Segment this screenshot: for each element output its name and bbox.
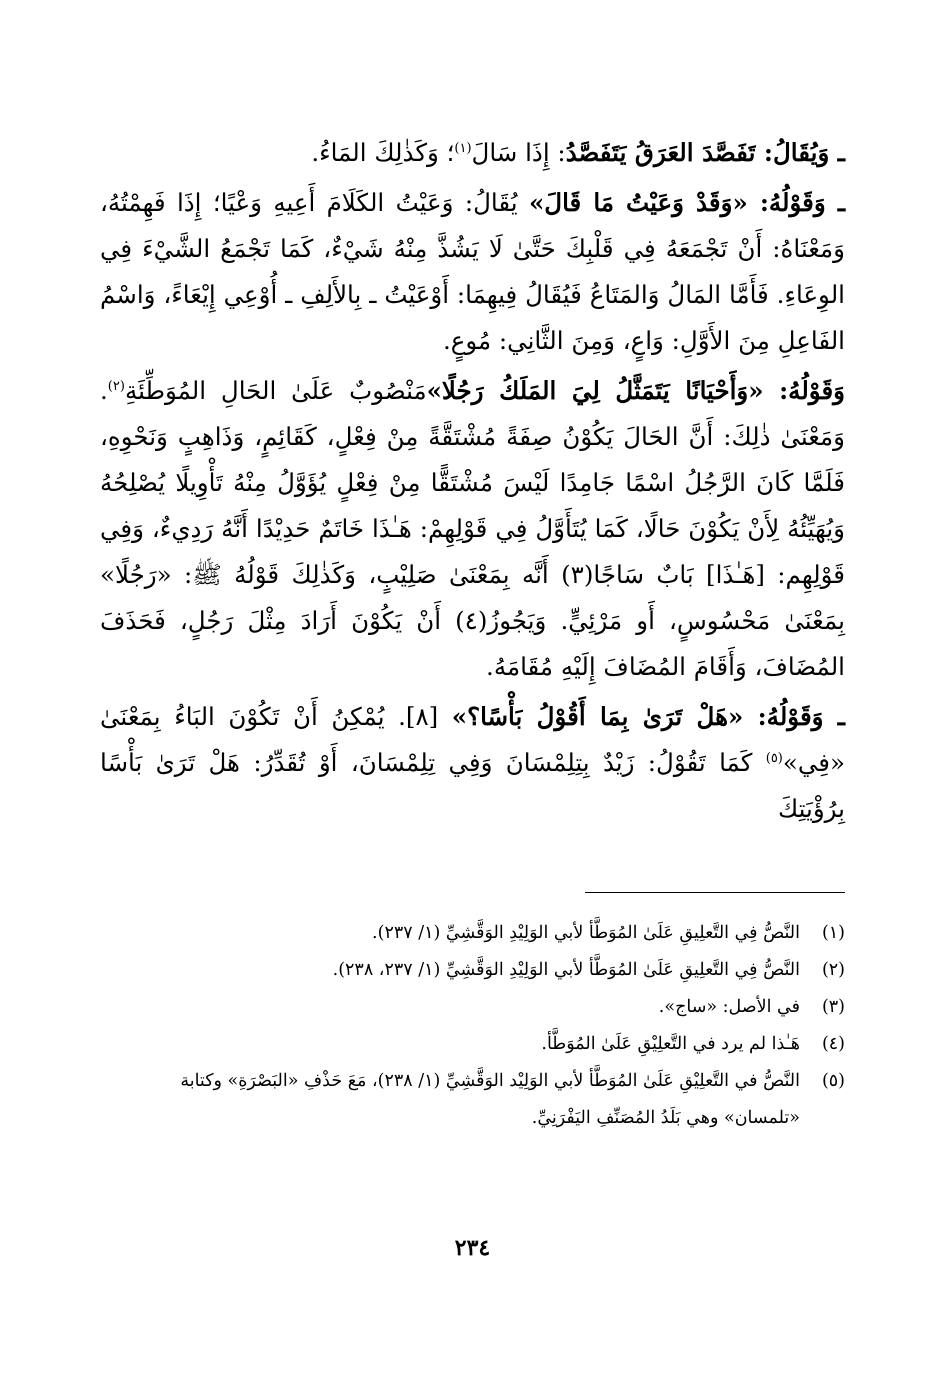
footnote-number: (٥) [821,1071,845,1091]
paragraph-1-tail: ؛ وَكَذٰلِكَ المَاءُ. [311,138,455,167]
footnote-item [100,989,845,1026]
book-page [100,130,845,1290]
page-number: ٢٣٤ [454,1235,491,1261]
paragraph-4-tail: كَمَا تَقُوْلُ: زَيْدٌ بِتِلِمْسَانَ وَفِي تِلِمْسَانَ، أَوْ تُقَدِّرُ: هَلْ تَرَىٰ بَأْسًا بِرُؤْيَتِكَ [100,748,845,823]
paragraph-1-lead: ـ وَيُقَالُ: تَفَصَّدَ العَرَقُ يَتَفَصَّدُ [565,138,845,167]
paragraph-4-lead: ـ وَقَوْلُهُ: «هَلْ تَرَىٰ بِمَا أَقُوْلُ بَأْسًا؟» [451,702,845,731]
main-text [100,130,845,832]
footnote-item [100,1063,845,1137]
paragraph-2 [100,180,845,364]
paragraph-1 [100,130,845,176]
footnote-text: في الأصل: «ساج». [658,997,800,1017]
paragraph-4-text: [٨]. يُمْكِنُ أَنْ تَكُوْنَ البَاءُ بِمَعْنَىٰ «فِي» [100,702,845,777]
paragraph-3-lead: وَقَوْلُهُ: «وَأَحْيَانًا يَتَمَثَّلُ لِيَ المَلَكُ رَجُلًا» [426,376,845,405]
footnotes [100,915,845,1137]
paragraph-1-text: : إِذَا سَالَ [471,138,566,167]
paragraph-3-tail: . وَمَعْنَىٰ ذٰلِكَ: أَنَّ الحَالَ يَكُوْنُ صِفَةً مُشْتَقَّةً مِنْ فِعْلٍ، كَقَائِمٍ، وَذَاهِبٍ وَنَحْوِهِ، فَلَمَّا كَانَ الرَّجُلُ اسْمًا جَامِدًا لَيْسَ مُشْتَقًّا مِنْ فِعْلٍ يُؤَوَّلُ مِنْهُ تَأْوِيلًا يُصْلِحُهُ وَيُهَيِّئُهُ لِأَنْ يَكُوْنَ حَالًا، كَمَا يُتَأَوَّلُ فِي قَوْلِهِمْ: هَـٰذَا خَاتَمٌ حَدِيْدًا أَنَّهُ رَدِيءٌ، وَفِي قَوْلِهِم: [هَـٰذَا] بَابٌ سَاجًا(٣) أَنَّه بِمَعْنَىٰ صَلِيْبٍ، وَكَذٰلِكَ قَوْلُهُ ﷺ: «رَجُلًا» بِمَعْنَىٰ مَحْسُوسٍ، أَو مَرْئِيٍّ. وَيَجُوزُ(٤) أَنْ يَكُوْنَ أَرَادَ مِثْلَ رَجُلٍ، فَحَذَفَ المُضَافَ، وَأَقَامَ المُضَافَ إِلَيْهِ مُقَامَهُ. [100,376,845,681]
paragraph-3 [100,368,845,690]
footnote-ref-1: (١) [454,140,472,156]
footnote-item [100,1026,845,1063]
footnote-text: النَّصُّ فِي التَّعلِيقِ عَلَىٰ المُوَطَّأ لأبي الوَلِيْدِ الوَقَّشِيِّ (١/ ٢٣٧، ٢٣٨). [332,960,800,980]
footnote-text: النَّصُّ فِي التَّعلِيقِ عَلَىٰ المُوَطَّأ لأبي الوَلِيْدِ الوَقَّشِيِّ (١/ ٢٣٧). [372,923,800,943]
footnote-text: هَـٰذا لم يرد في التَّعلِيْقِ عَلَىٰ المُوَطَّأ. [541,1034,800,1054]
footnote-number: (٣) [821,997,845,1017]
footnote-ref-2: (٢) [107,378,125,394]
footnote-number: (١) [821,923,845,943]
paragraph-4 [100,694,845,832]
footnote-separator [585,892,845,893]
paragraph-2-lead: ـ وَقَوْلُهُ: «وَقَدْ وَعَيْتُ مَا قَالَ» [528,188,845,217]
footnote-number: (٤) [821,1034,845,1054]
footnote-text: النَّصُّ في التَّعلِيْقِ عَلَىٰ المُوَطَّأ لأبي الوَلِيْد الوَقَّشِيِّ (١/ ٢٣٨)، مَعَ حَذْفِ «البَصْرَةِ» وكتابة «تلمسان» وهي بَلَدُ المُصَنِّفِ اليَفْرَنِيِّ. [180,1071,800,1128]
footnote-number: (٢) [821,960,845,980]
footnote-item [100,915,845,952]
footnote-item [100,952,845,989]
paragraph-3-text: مَنْصُوبٌ عَلَىٰ الحَالِ المُوَطِّئَةِ [124,376,427,405]
paragraph-2-text: يُقَالُ: وَعَيْتُ الكَلَامَ أَعِيهِ وَعْيًا؛ إِذَا فَهِمْتُهُ، وَمَعْنَاهُ: أَنْ تَجْمَعَهُ فِي قَلْبِكَ حَتَّىٰ لَا يَشُذَّ مِنْهُ شَيْءٌ، كَمَا تَجْمَعُ الشَّيْءَ فِي الوِعَاءِ. فَأَمَّا المَالُ وَالمَتَاعُ فَيُقَالُ فِيهِمَا: أَوْعَيْتُ ـ بِالأَلِفِ ـ أُوْعِي إِيْعَاءً، وَاسْمُ الفَاعِلِ مِنَ الأَوَّلِ: وَاعٍ، وَمِنَ الثَّانِي: مُوعٍ. [100,188,845,355]
footnote-ref-5: (٥) [765,750,783,766]
